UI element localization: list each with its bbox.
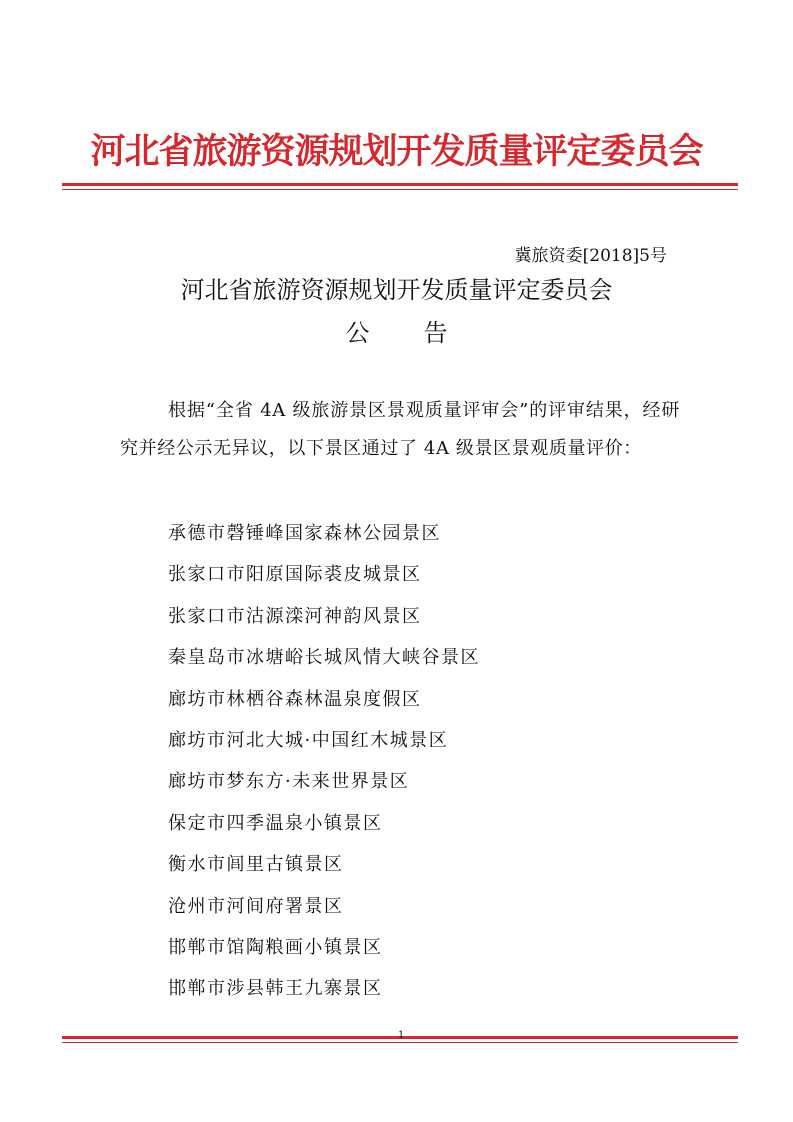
scenic-area-list xyxy=(168,513,480,1010)
list-item: 沧州市河间府署景区 xyxy=(168,895,344,917)
letterhead-rule-thick xyxy=(62,183,738,186)
list-item: 张家口市沽源滦河神韵风景区 xyxy=(168,605,422,627)
list-item: 张家口市阳原国际裘皮城景区 xyxy=(168,564,422,586)
page-number: 1 xyxy=(398,1030,405,1041)
letterhead-title: 河北省旅游资源规划开发质量评定委员会 xyxy=(90,131,703,172)
document-number: 冀旅资委[2018]5号 xyxy=(514,246,667,266)
document-subtitle: 公告 xyxy=(345,319,502,347)
list-item: 承德市磬锤峰国家森林公园景区 xyxy=(168,523,441,544)
list-item: 秦皇岛市冰塘峪长城风情大峡谷景区 xyxy=(168,647,480,669)
list-item: 廊坊市林栖谷森林温泉度假区 xyxy=(168,688,422,710)
body-paragraph: 根据“全省 4A 级旅游景区景观质量评审会”的评审结果，经研究并经公示无异议，以下景区通过了 4A 级景区景观质量评价： xyxy=(120,400,680,459)
letterhead-rule-thin xyxy=(62,189,738,190)
footer-rule-thin xyxy=(62,1042,738,1043)
document-title: 河北省旅游资源规划开发质量评定委员会 xyxy=(180,276,613,304)
list-item: 邯郸市涉县韩王九寨景区 xyxy=(168,978,383,1000)
list-item: 邯郸市馆陶粮画小镇景区 xyxy=(168,937,383,959)
list-item: 廊坊市河北大城·中国红木城景区 xyxy=(168,730,449,752)
list-item: 廊坊市梦东方·未来世界景区 xyxy=(168,771,410,793)
list-item: 保定市四季温泉小镇景区 xyxy=(168,812,383,834)
list-item: 衡水市闾里古镇景区 xyxy=(168,854,344,876)
